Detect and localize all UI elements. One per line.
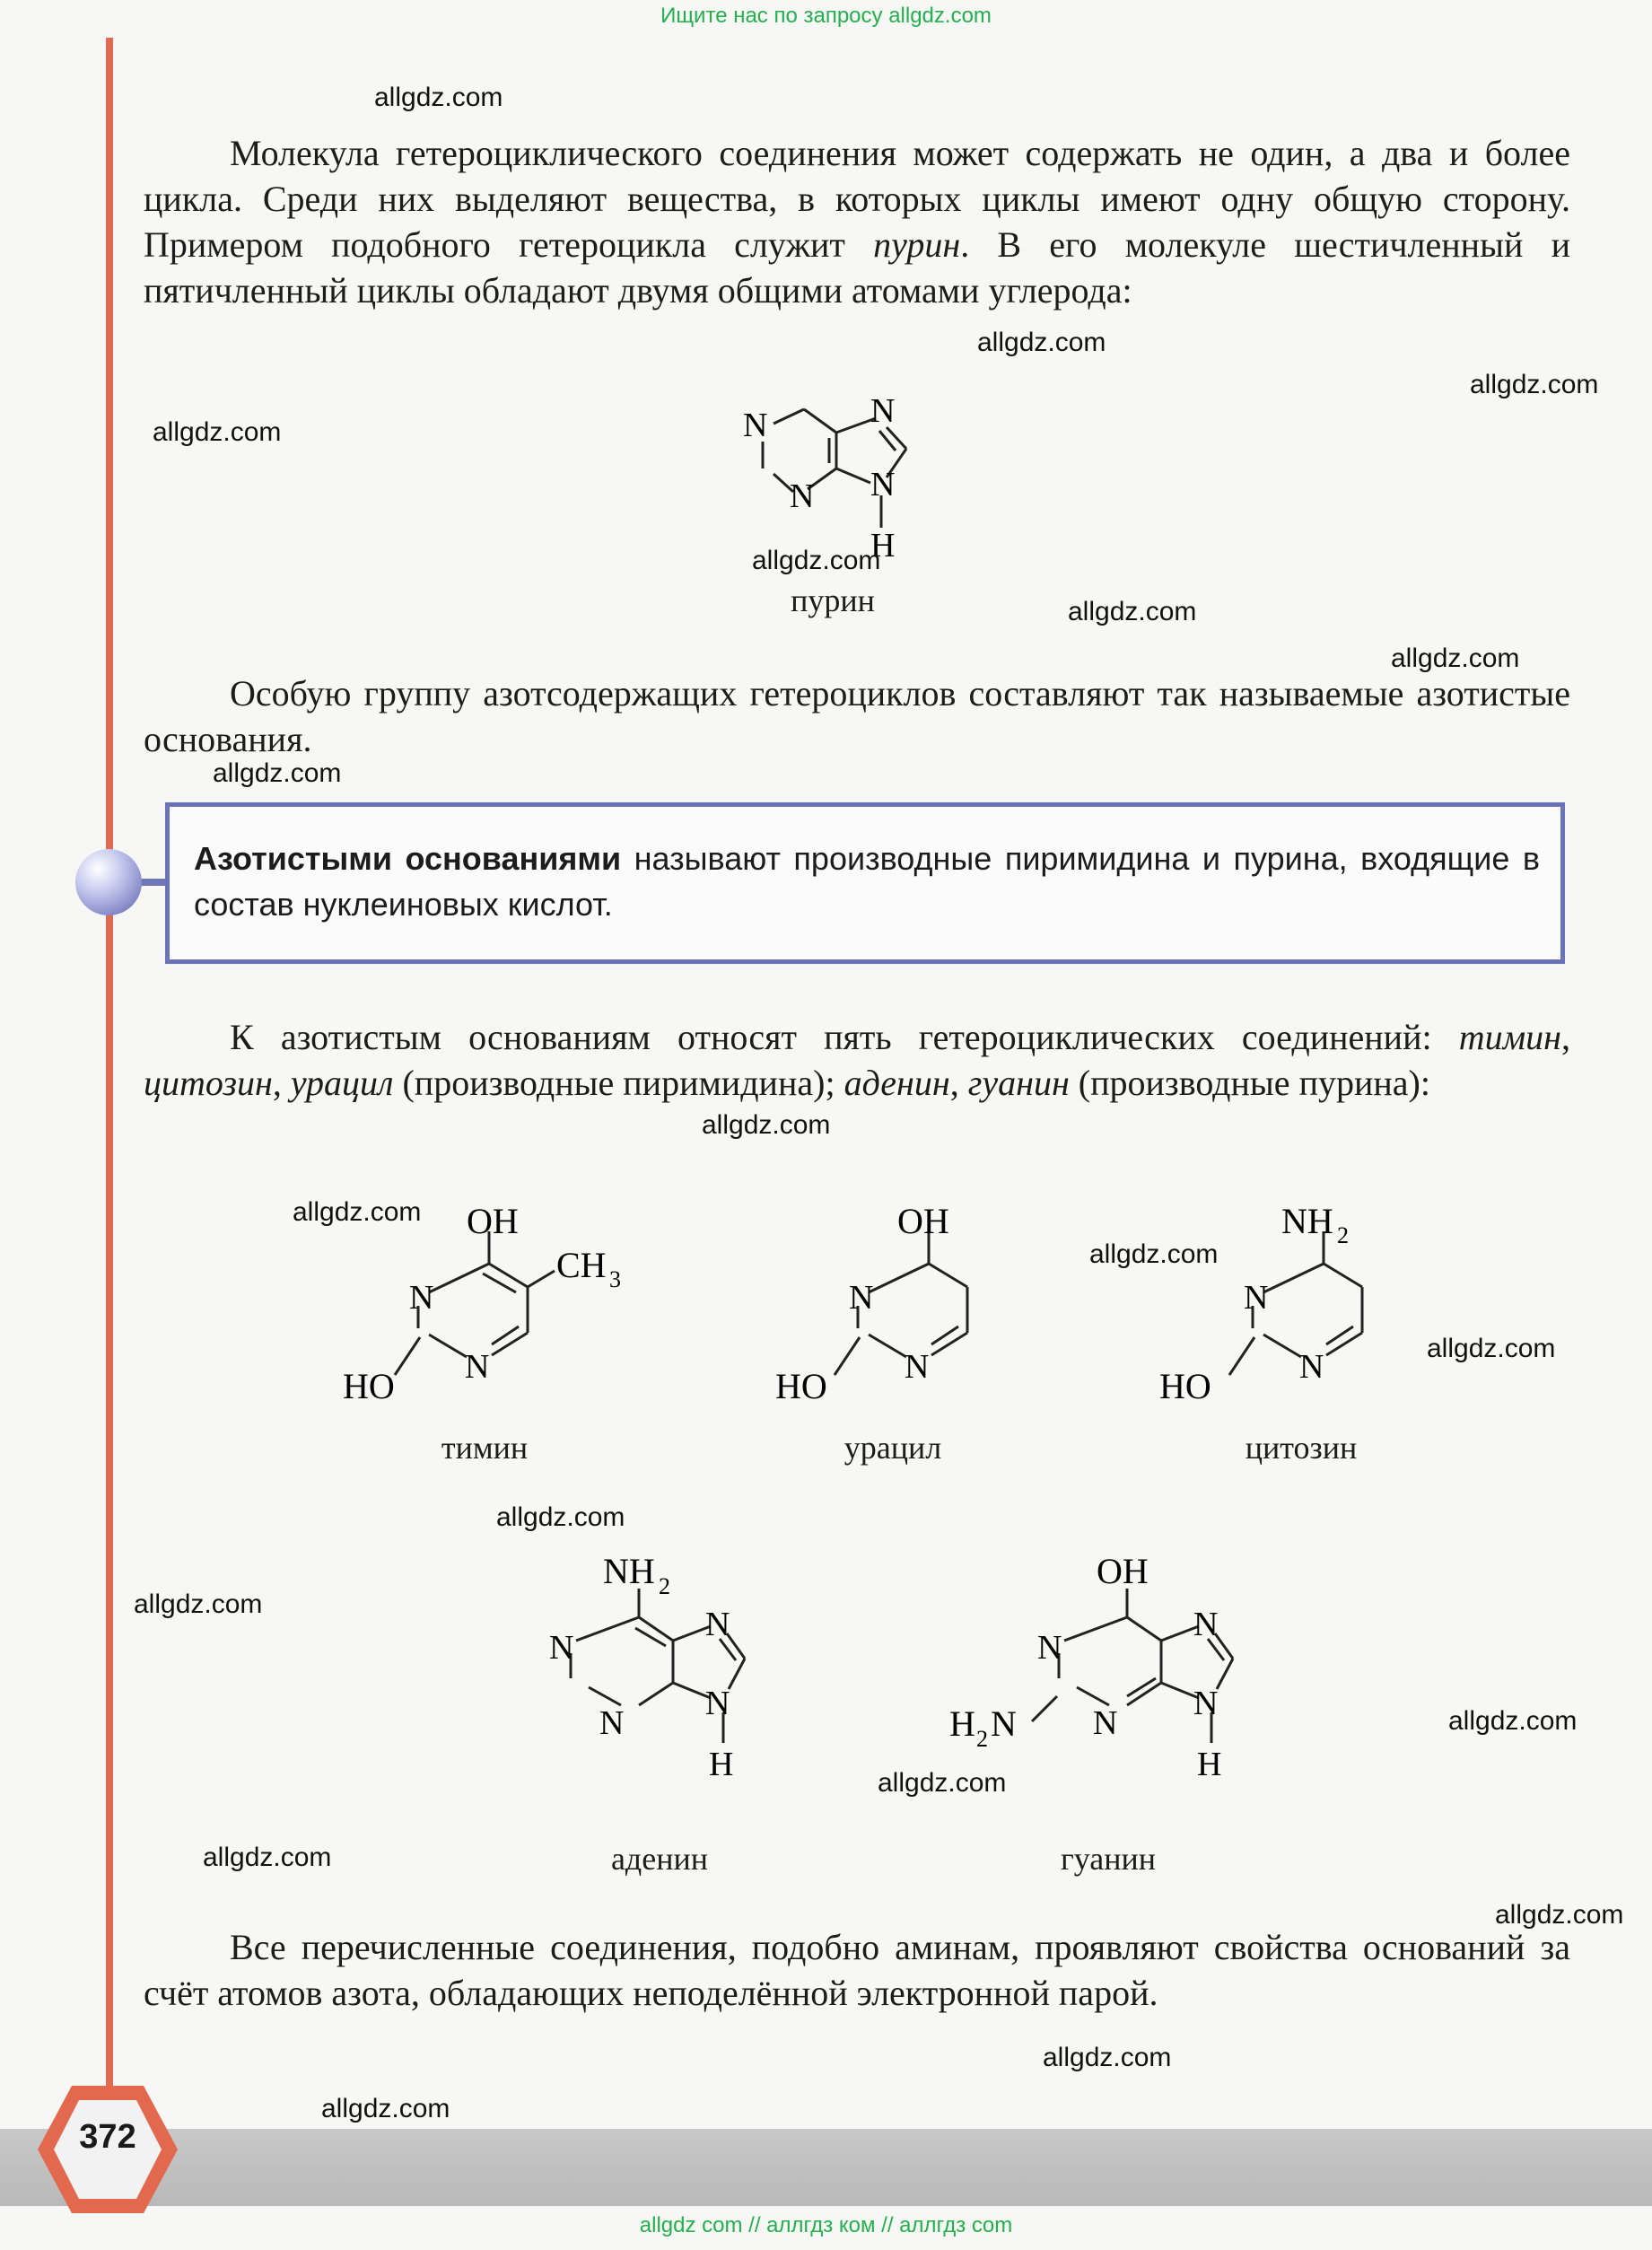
atom-H2N: H [949, 1703, 975, 1744]
definition-term: Азотистыми основаниями [194, 840, 622, 877]
atom-N: N [849, 1279, 874, 1317]
cytosine-label: цитозин [1245, 1430, 1358, 1466]
watermark: allgdz.com [752, 546, 881, 575]
atom-N: N [905, 1348, 930, 1386]
footer-band [0, 2129, 1652, 2206]
cytosine-structure [1149, 1194, 1391, 1418]
subscript-2: 2 [976, 1726, 988, 1752]
atom-OH: OH [467, 1201, 519, 1241]
watermark: allgdz.com [496, 1502, 625, 1532]
watermark: allgdz.com [1427, 1334, 1556, 1363]
watermark: allgdz.com [1470, 370, 1599, 399]
atom-N: N [409, 1279, 434, 1317]
atom-HO: HO [775, 1366, 827, 1406]
watermark: allgdz.com [374, 83, 503, 112]
purine-label: пурин [791, 582, 875, 618]
subscript-3: 3 [609, 1266, 621, 1292]
atom-N: N [599, 1704, 625, 1742]
adenine-structure [538, 1544, 772, 1831]
atom-N: N [870, 466, 896, 503]
atom-N: N [1244, 1279, 1269, 1317]
watermark: allgdz.com [878, 1768, 1007, 1798]
atom-NH2: NH [1281, 1201, 1333, 1241]
adenine-label: аденин [610, 1841, 709, 1877]
atom-CH3: CH [556, 1245, 607, 1285]
atom-NH2: NH [603, 1551, 655, 1591]
atom-N: N [1193, 1606, 1219, 1643]
watermark: allgdz.com [702, 1110, 831, 1140]
atom-N: N [991, 1703, 1017, 1744]
watermark: allgdz.com [213, 758, 342, 788]
atom-N: N [1037, 1629, 1062, 1667]
watermark: allgdz.com [1068, 597, 1197, 626]
atom-N: N [705, 1606, 730, 1643]
atom-N: N [743, 407, 768, 444]
watermark: allgdz.com [203, 1843, 332, 1872]
watermark: allgdz.com [1495, 1900, 1624, 1930]
atom-OH: OH [1097, 1551, 1149, 1591]
paragraph-purine-intro: Молекула гетероциклического соединения может содержать не один, а два и более цикла. Среди них выделяют вещества, в которых циклы имеют одну общую сторону. Примером подобного гетероцикла служит пурин. В его молекуле шестичленный и пятичленный циклы обладают двумя общими атомами углерода: [144, 133, 1570, 311]
thymine-label: тимин [441, 1430, 529, 1466]
atom-OH: OH [897, 1201, 949, 1241]
atom-N: N [705, 1685, 730, 1722]
atom-N: N [1299, 1348, 1324, 1386]
watermark: allgdz.com [293, 1197, 422, 1227]
uracil-structure [763, 1194, 996, 1418]
bottom-banner[interactable]: allgdz com // аллгдз ком // аллгдз сom [639, 2213, 1013, 2237]
watermark: allgdz.com [134, 1589, 263, 1619]
margin-line [106, 38, 113, 2120]
watermark: allgdz.com [1043, 2043, 1172, 2072]
watermark: allgdz.com [153, 417, 282, 447]
subscript-2: 2 [1337, 1222, 1349, 1248]
watermark: allgdz.com [1391, 643, 1520, 673]
watermark: allgdz.com [321, 2094, 450, 2123]
top-banner[interactable]: Ищите нас по запросу allgdz.com [660, 4, 992, 28]
atom-N: N [465, 1348, 490, 1386]
atom-H: H [870, 527, 896, 565]
subscript-2: 2 [659, 1573, 670, 1599]
atom-H: H [709, 1746, 734, 1783]
watermark: allgdz.com [1089, 1239, 1219, 1269]
atom-N: N [549, 1629, 574, 1667]
atom-N: N [1193, 1685, 1219, 1722]
page-number: 372 [79, 2118, 136, 2156]
atom-HO: HO [343, 1366, 395, 1406]
paragraph-nitrogen-bases: Особую группу азотсодержащих гетероциклов составляют так называемые азотистые основания. [144, 673, 1570, 759]
definition-text: Азотистыми основаниями называют производные пиримидина и пурина, входящие в состав нуклеиновых кислот. [194, 840, 1540, 923]
uracil-label: урацил [843, 1430, 942, 1466]
guanine-label: гуанин [1060, 1841, 1157, 1877]
term-purine: пурин [873, 224, 961, 265]
atom-N: N [870, 392, 896, 430]
watermark: allgdz.com [1448, 1706, 1578, 1736]
atom-N: N [1093, 1704, 1118, 1742]
paragraph-base-properties: Все перечисленные соединения, подобно аминам, проявляют свойства оснований за счёт атомов азота, обладающих неподелённой электронной парой. [144, 1927, 1570, 2013]
definition-bullet-icon [75, 849, 142, 915]
atom-N: N [790, 477, 815, 515]
atom-HO: HO [1159, 1366, 1211, 1406]
paragraph-five-bases: К азотистым основаниям относят пять гетероциклических соединений: тимин, цитозин, урацил (производные пиримидина); аденин, гуанин (производные пурина): [144, 1017, 1570, 1103]
watermark: allgdz.com [977, 328, 1106, 357]
atom-H: H [1197, 1746, 1222, 1783]
